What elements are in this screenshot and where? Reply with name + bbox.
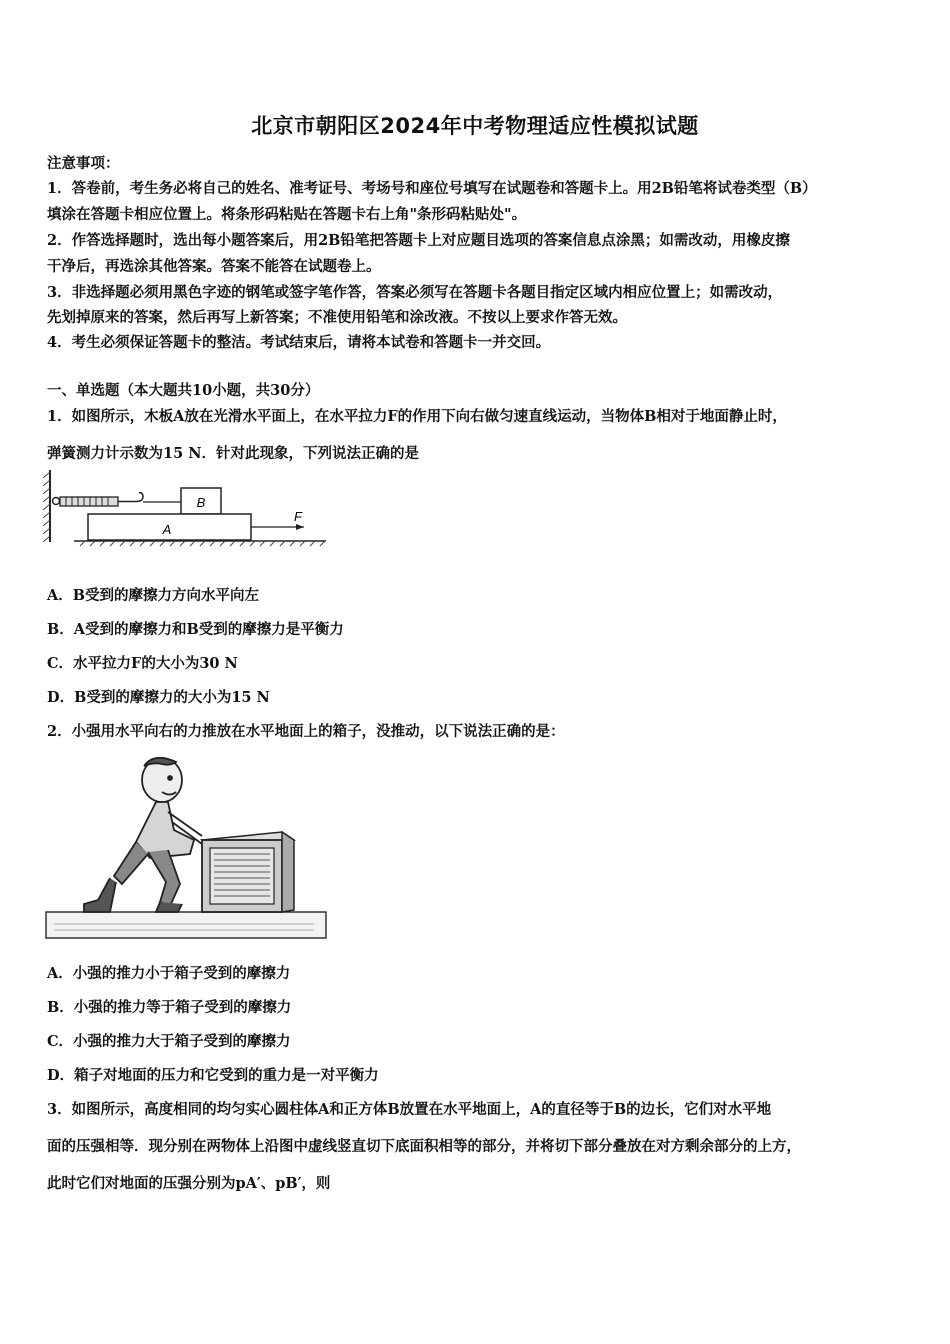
boy-icon — [84, 758, 202, 912]
q1-figure — [40, 466, 340, 550]
page-title: 北京市朝阳区2024年中考物理适应性模拟试题 — [251, 114, 699, 138]
q3-stem-line2: 面的压强相等．现分别在两物体上沿图中虚线竖直切下底面积相等的部分，并将切下部分叠放在对方剩余部分的上方， — [47, 1138, 801, 1155]
wall-hatch-icon — [43, 472, 50, 542]
q1-option-d: D．B受到的摩擦力的大小为15 N — [47, 689, 270, 706]
q2-option-d: D．箱子对地面的压力和它受到的重力是一对平衡力 — [47, 1067, 379, 1084]
spring-scale-icon — [53, 493, 182, 507]
notice-line: 3．非选择题必须用黑色字迹的钢笔或签字笔作答，答案必须写在答题卡各题目指定区域内相应位置上；如需改动， — [47, 284, 783, 301]
q2-option-a: A．小强的推力小于箱子受到的摩擦力 — [47, 965, 291, 982]
notice-line: 干净后，再选涂其他答案。答案不能答在试题卷上。 — [47, 258, 381, 275]
q1-option-a: A．B受到的摩擦力方向水平向左 — [47, 587, 260, 604]
q3-stem-line1: 3．如图所示，高度相同的均匀实心圆柱体A和正方体B放置在水平地面上，A的直径等于B的边长，它们对水平地 — [47, 1101, 772, 1118]
q1-stem-line2: 弹簧测力计示数为15 N．针对此现象，下列说法正确的是 — [47, 445, 419, 462]
q1-option-b: B．A受到的摩擦力和B受到的摩擦力是平衡力 — [47, 621, 344, 638]
notice-line: 先划掉原来的答案，然后再写上新答案；不准使用铅笔和涂改液。不按以上要求作答无效。 — [47, 309, 627, 326]
q2-stem: 2．小强用水平向右的力推放在水平地面上的箱子，没推动，以下说法正确的是： — [47, 723, 565, 740]
notice-line: 填涂在答题卡相应位置上。将条形码粘贴在答题卡右上角"条形码粘贴处"。 — [47, 206, 527, 223]
force-label: F — [294, 509, 302, 524]
notice-line: 2．作答选择题时，选出每小题答案后，用2B铅笔把答题卡上对应题目选项的答案信息点涂黑；如需改动，用橡皮擦 — [47, 232, 790, 249]
block-b-label: B — [196, 495, 206, 510]
q1-option-c: C．水平拉力F的大小为30 N — [47, 655, 238, 672]
arrowhead-icon — [296, 524, 304, 530]
q2-option-b: B．小强的推力等于箱子受到的摩擦力 — [47, 999, 292, 1016]
board-a-label: A — [162, 522, 172, 537]
section-heading: 一、单选题（本大题共10小题，共30分） — [47, 382, 320, 399]
box-icon — [202, 832, 294, 912]
q1-stem-line1: 1．如图所示，木板A放在光滑水平面上，在水平拉力F的作用下向右做匀速直线运动，当物体B相对于地面静止时， — [47, 408, 787, 425]
q2-figure — [44, 752, 330, 944]
q3-stem-line3: 此时它们对地面的压强分别为pA′、pB′，则 — [47, 1175, 331, 1192]
q2-option-c: C．小强的推力大于箱子受到的摩擦力 — [47, 1033, 291, 1050]
notice-line: 4．考生必须保证答题卡的整洁。考试结束后，请将本试卷和答题卡一并交回。 — [47, 334, 551, 351]
notice-heading: 注意事项： — [47, 155, 120, 172]
floor-slab — [46, 912, 326, 938]
notice-line: 1．答卷前，考生务必将自己的姓名、准考证号、考场号和座位号填写在试题卷和答题卡上。用2B铅笔将试卷类型（B） — [47, 180, 817, 197]
